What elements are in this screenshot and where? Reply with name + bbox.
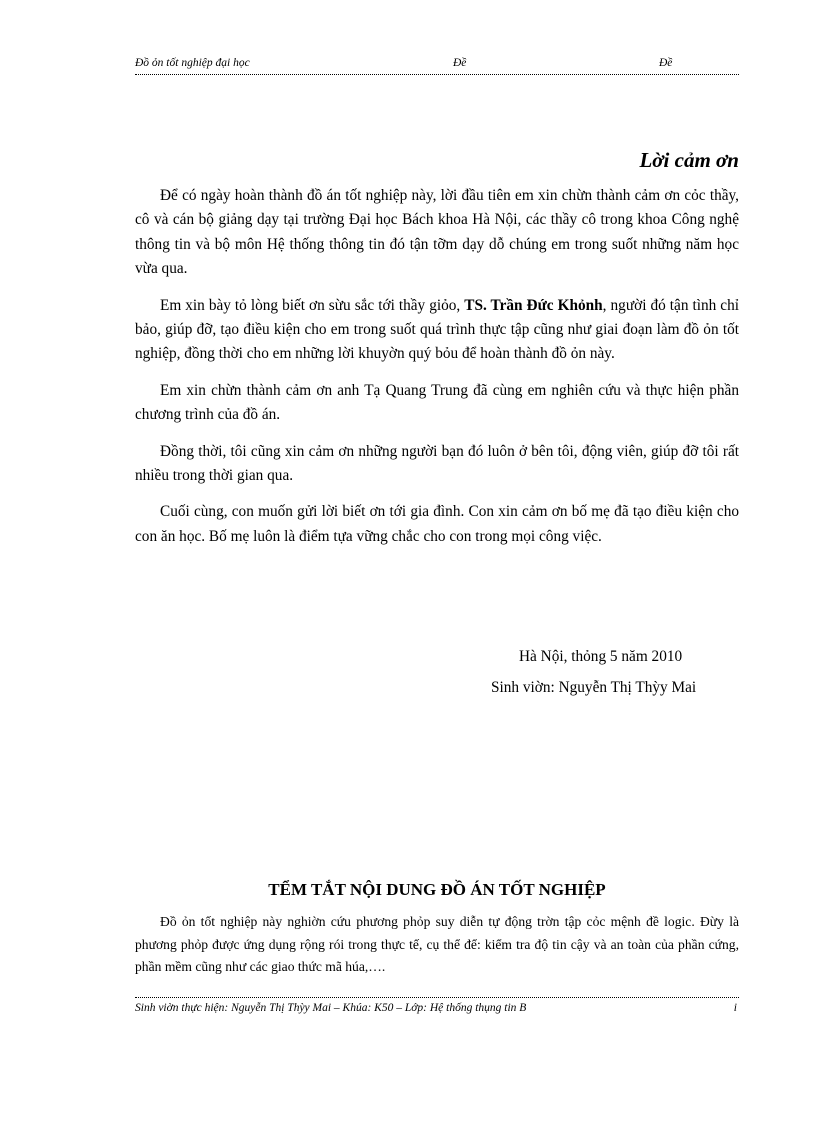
paragraph-5: Cuối cùng, con muốn gửi lời biết ơn tới gia đình. Con xin cảm ơn bố mẹ đã tạo điều kiện cho con ăn học. Bố mẹ luôn là điểm tựa vững chắc cho con trong mọi công việc. [135,503,739,545]
supervisor-name: TS. Trần Đức Khỏnh [464,296,603,314]
header-divider [135,74,739,75]
acknowledgement-title: Lời cảm ơn [639,148,739,172]
summary-text: Đồ ỏn tốt nghiệp này nghiờn cứu phương phỏp suy diễn tự động trờn tập cỏc mệnh đề logic. Đừy là phương phỏp được ứng dụng rộng rói trong thực tế, cụ thể để: kiểm tra độ tin cậy và an toàn của phần cứng, phần mềm cũng như các giao thức mã húa,…. [135,914,739,974]
paragraph-2-end: , người đó tận tình chỉ bảo, giúp đỡ, tạo điều kiện cho em trong suốt quá trình thực tập cũng như giai đoạn làm đồ ỏn tốt nghiệp, đồng thời cho em những lời khuyờn quý bỏu để hoàn thành đồ ỏn này. [135,296,739,363]
page-header [135,57,739,73]
paragraph-3: Em xin chừn thành cảm ơn anh Tạ Quang Trung đã cùng em nghiên cứu và thực hiện phần chương trình của đồ án. [135,381,739,424]
page-footer [135,1002,739,1018]
paragraph-2-start: Em xin bày tỏ lòng biết ơn sừu sắc tới thầy giỏo, [160,296,465,314]
student-signature: Sinh viờn: Nguyễn Thị Thỳy Mai [491,679,697,696]
header-right-text: Đề [659,57,673,69]
footer-text: Sinh viờn thực hiện: Nguyễn Thị Thỳy Mai – Khúa: K50 – Lớp: Hệ thống thụng tin B [135,1002,527,1014]
acknowledgement-body [135,184,739,561]
header-middle-text: Đề [453,57,467,69]
header-left-text: Đồ ỏn tốt nghiệp đại học [135,57,250,69]
paragraph-4: Đồng thời, tôi cũng xin cảm ơn những người bạn đó luôn ở bên tôi, động viên, giúp đỡ tôi rất nhiều trong thời gian qua. [135,442,739,485]
page-number: i [733,1002,737,1014]
place-date: Hà Nội, thỏng 5 năm 2010 [519,648,683,665]
footer-divider [135,997,739,998]
summary-title: TỂM TẮT NỘI DUNG ĐỒ ÁN TỐT NGHIỆP [268,880,606,899]
paragraph-1: Để có ngày hoàn thành đồ án tốt nghiệp này, lời đầu tiên em xin chừn thành cảm ơn cỏc thầy, cô và cán bộ giảng dạy tại trường Đại học Bách khoa Hà Nội, các thầy cô trong khoa Công nghệ thông tin và bộ môn Hệ thống thông tin đó tận tỡm dạy dỗ chúng em trong suốt những năm học vừa qua. [135,187,739,278]
paragraph-2 [135,294,739,367]
